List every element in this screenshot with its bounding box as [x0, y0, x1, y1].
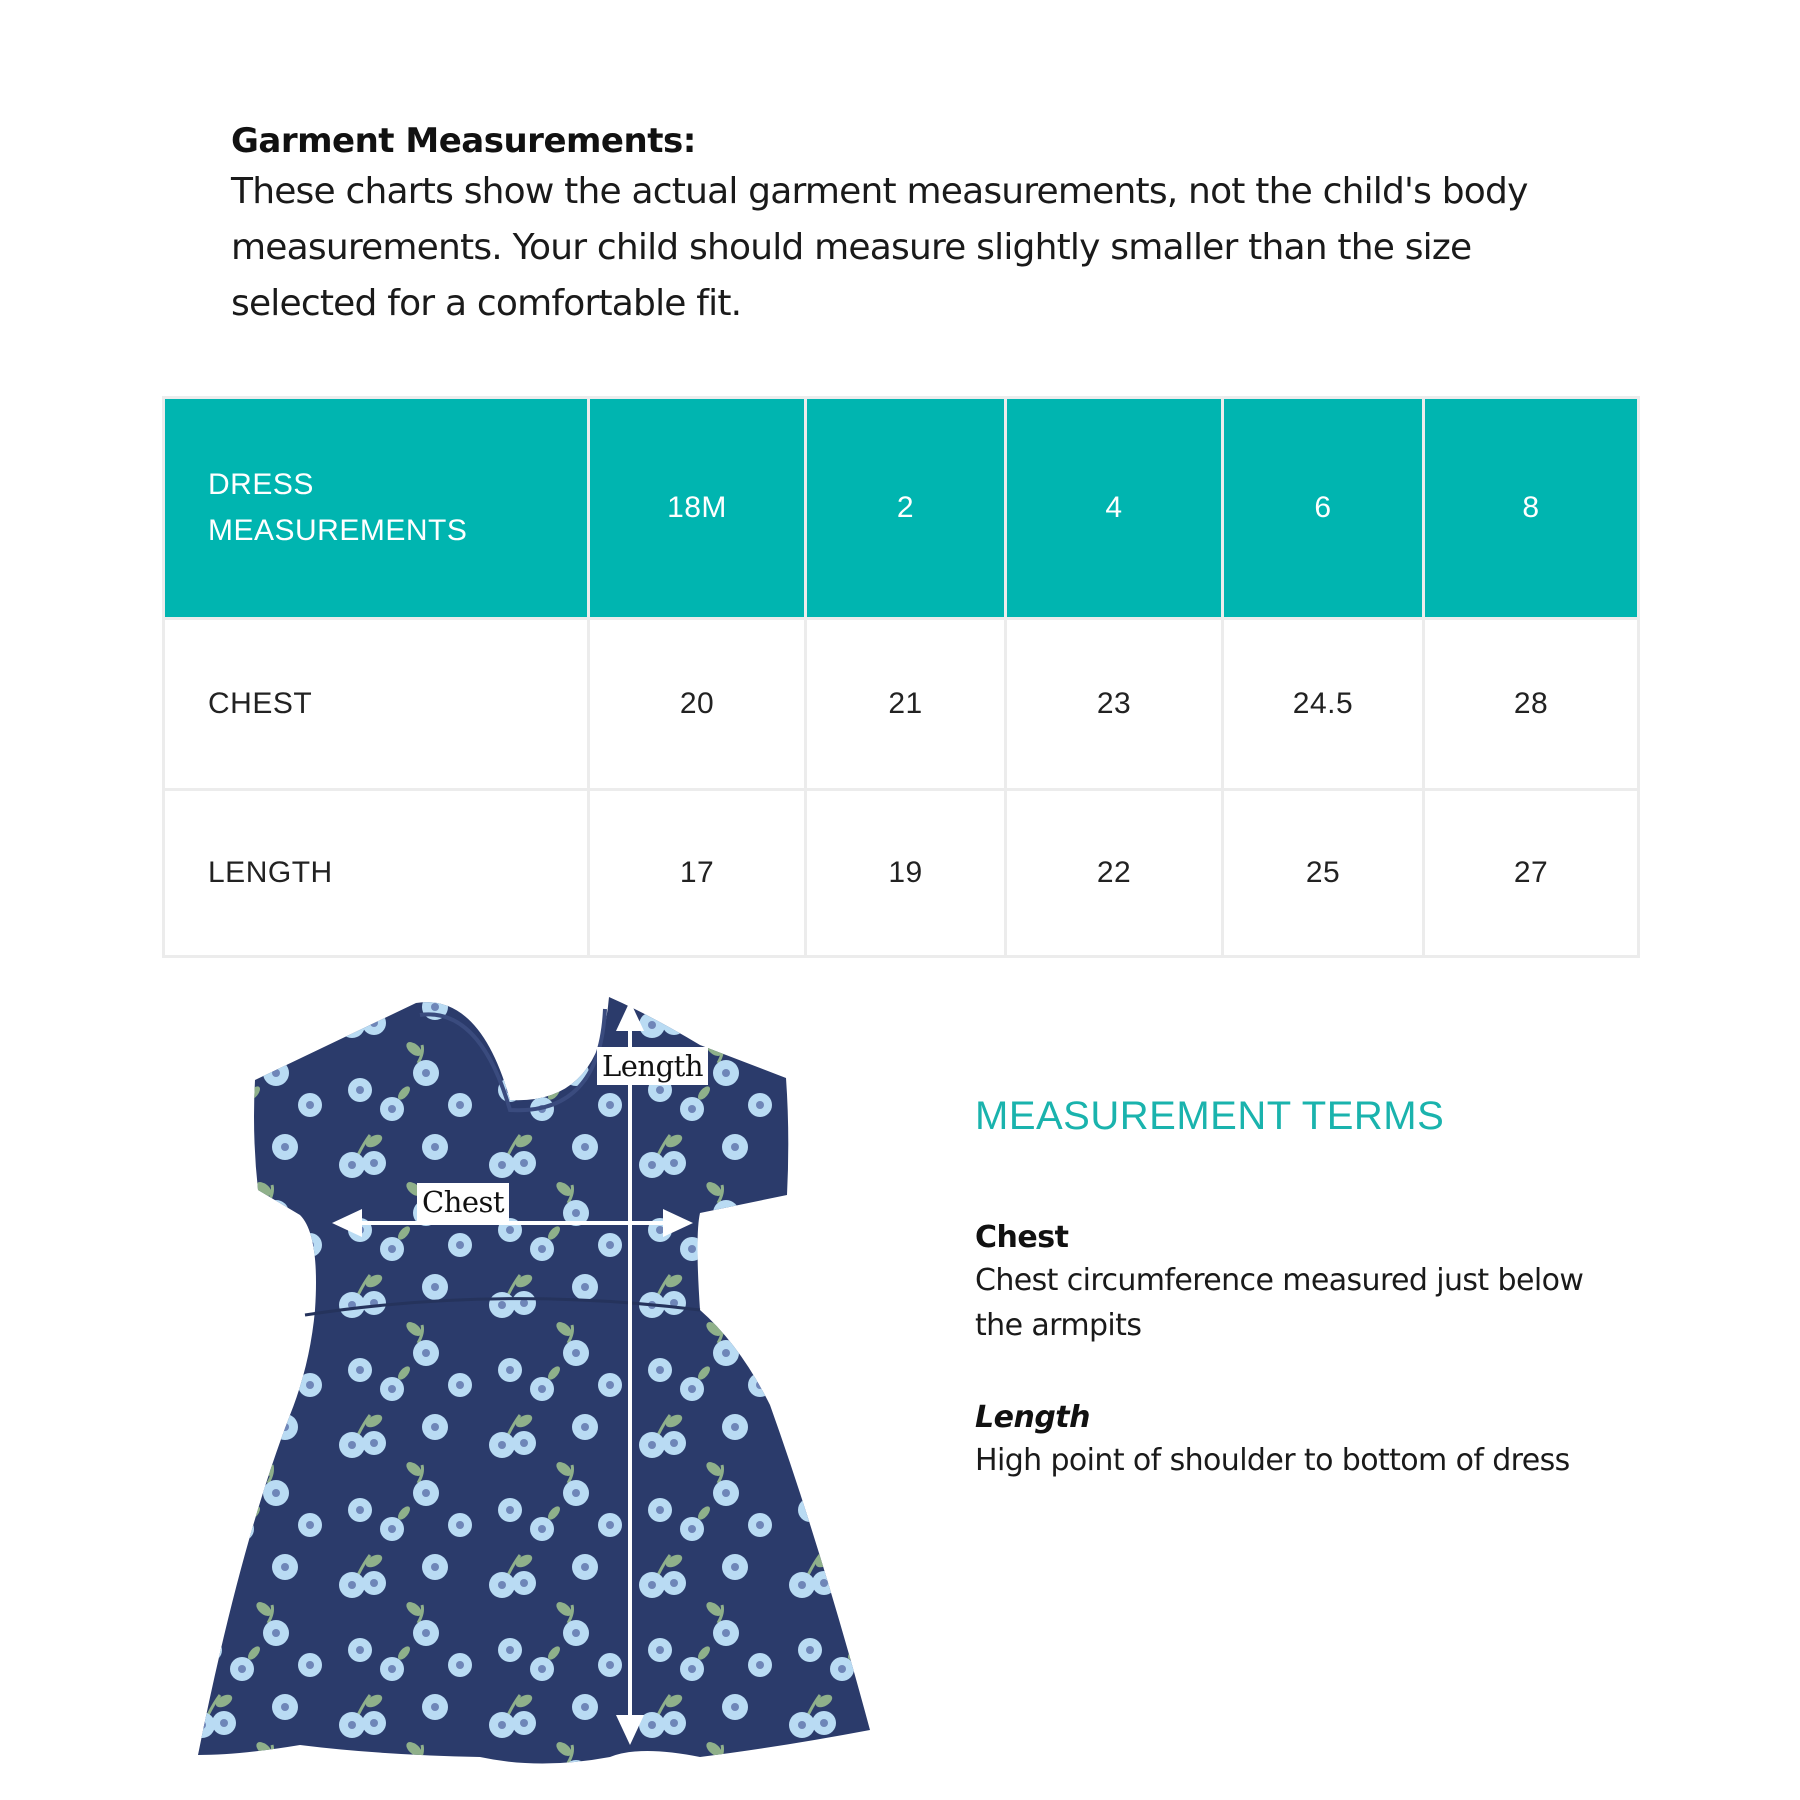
header-cell-size: 18M [590, 399, 804, 617]
term-description-line: High point of shoulder to bottom of dress [975, 1443, 1570, 1478]
intro-section [231, 118, 1631, 332]
header-cell-size: 8 [1425, 399, 1637, 617]
table-cell: 20 [590, 620, 804, 788]
term-name: Chest [975, 1220, 1069, 1255]
header-label-line: MEASUREMENTS [208, 514, 468, 547]
table-row-chest [165, 620, 1637, 788]
table-cell: 19 [807, 791, 1004, 955]
table-cell: 23 [1007, 620, 1221, 788]
header-cell-size: 2 [807, 399, 1004, 617]
table-cell: 17 [590, 791, 804, 955]
header-cell-size: 4 [1007, 399, 1221, 617]
header-cell-size: 6 [1224, 399, 1422, 617]
measurement-terms-section [975, 1094, 1675, 1478]
size-chart-table [162, 396, 1640, 958]
term-description-line: Chest circumference measured just below [975, 1263, 1584, 1298]
term-name: Length [975, 1400, 1090, 1435]
length-measure-label: Length [597, 1047, 708, 1085]
term-description-line: the armpits [975, 1308, 1142, 1343]
header-label-line: DRESS [208, 468, 314, 501]
intro-title: Garment Measurements: [231, 121, 696, 161]
dress-illustration-icon [180, 985, 900, 1765]
chest-measure-label: Chest [417, 1183, 509, 1221]
table-cell: 24.5 [1224, 620, 1422, 788]
header-cell-measurement [165, 399, 587, 617]
table-cell: 21 [807, 620, 1004, 788]
terms-title: MEASUREMENT TERMS [975, 1094, 1445, 1138]
table-cell: 27 [1425, 791, 1637, 955]
term-chest [975, 1218, 1583, 1348]
table-cell: 22 [1007, 791, 1221, 955]
table-header-row [165, 399, 1637, 617]
intro-text-line: measurements. Your child should measure slightly smaller than the size [231, 227, 1472, 268]
table-cell: 28 [1425, 620, 1637, 788]
table-row-length [165, 791, 1637, 955]
row-label: CHEST [165, 620, 587, 788]
intro-text-line: selected for a comfortable fit. [231, 283, 742, 324]
table-cell: 25 [1224, 791, 1422, 955]
dress-figure [180, 985, 900, 1765]
intro-text-line: These charts show the actual garment measurements, not the child's body [231, 171, 1528, 212]
term-length [975, 1398, 1570, 1483]
row-label: LENGTH [165, 791, 587, 955]
berry-pattern [198, 997, 870, 1764]
